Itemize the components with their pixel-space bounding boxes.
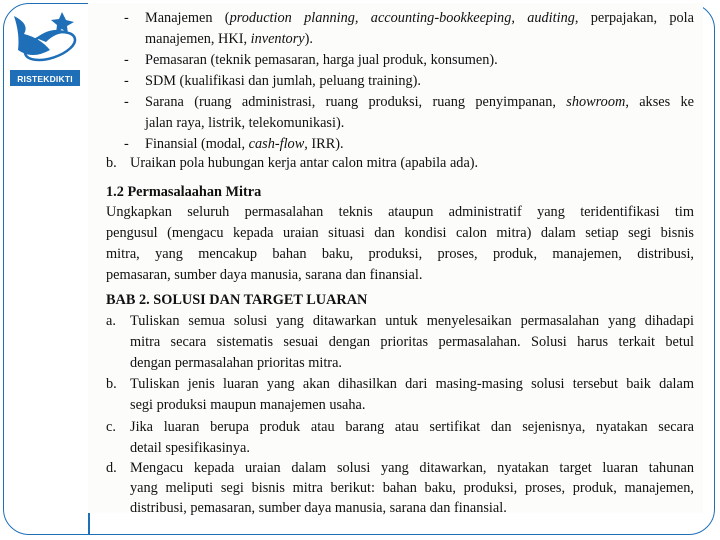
list-item-pemasaran: Pemasaran (teknik pemasaran, harga jual produk, konsumen).	[145, 52, 498, 68]
list-item-sarana: Sarana (ruang administrasi, ruang produksi, ruang penyimpanan, showroom, akses ke	[145, 94, 694, 110]
list-item-manajemen: Manajemen (production planning, accounting-bookkeeping, auditing, perpajakan, pola	[145, 10, 694, 26]
list-item-sarana-line2: jalan raya, listrik, telekomunikasi).	[145, 115, 345, 131]
paragraph-line: mitra, yang mencakup bahan baku, produksi, proses, produk, manajemen, distribusi,	[106, 246, 694, 262]
chapter-heading-bab2: BAB 2. SOLUSI DAN TARGET LUARAN	[106, 292, 368, 308]
bab2-item-d-line: distribusi, pemasaran, sumber daya manusia, sarana dan finansial.	[130, 500, 507, 516]
bab2-item-b-line: Tuliskan jenis luaran yang akan dihasilkan dari masing-masing solusi tersebut baik dalam	[130, 376, 694, 392]
list-dash: -	[124, 94, 129, 110]
section-heading-permasalahan: 1.2 Permasalaahan Mitra	[106, 184, 262, 200]
logo-text: RISTEKDIKTI	[17, 74, 73, 84]
paragraph-line: pemasaran, sumber daya manusia, sarana dan finansial.	[106, 267, 423, 283]
bab2-item-b-line: segi produksi maupun manajemen usaha.	[130, 397, 366, 413]
list-marker-b: b.	[106, 155, 117, 171]
document-page	[88, 3, 703, 516]
list-marker-b: b.	[106, 376, 117, 392]
list-item-manajemen-line2: manajemen, HKI, inventory).	[145, 31, 313, 47]
list-dash: -	[124, 52, 129, 68]
bab2-item-a-line: mitra secara sistematis sesuai dengan prioritas permasalahan. Solusi harus terkait betul	[130, 334, 694, 350]
list-dash: -	[124, 136, 129, 152]
list-dash: -	[124, 10, 129, 26]
paragraph-line: Ungkapkan seluruh permasalahan teknis ataupun administratif yang teridentifikasi tim	[106, 204, 694, 220]
item-b-text: Uraikan pola hubungan kerja antar calon mitra (apabila ada).	[130, 155, 479, 171]
list-dash: -	[124, 73, 129, 89]
list-marker-d: d.	[106, 460, 117, 476]
bab2-item-a-line: dengan permasalahan prioritas mitra.	[130, 355, 342, 371]
list-item-sdm: SDM (kualifikasi dan jumlah, peluang training).	[145, 73, 421, 89]
list-item-finansial: Finansial (modal, cash-flow, IRR).	[145, 136, 344, 152]
list-marker-c: c.	[106, 419, 116, 435]
ristekdikti-logo	[10, 8, 80, 92]
bab2-item-a-line: Tuliskan semua solusi yang ditawarkan untuk menyelesaikan permasalahan yang dihadapi	[130, 313, 694, 329]
bab2-item-c-line: detail spesifikasinya.	[130, 440, 250, 456]
paragraph-line: pengusul (mengacu kepada uraian situasi dan kondisi calon mitra) dalam setiap segi bisnis	[106, 225, 694, 241]
bab2-item-d-line: yang meliputi segi bisnis mitra berikut: bahan baku, produksi, proses, produk, manajemen,	[130, 480, 694, 496]
bab2-item-d-line: Mengacu kepada uraian dalam solusi yang ditawarkan, nyatakan target luaran tahunan	[130, 460, 694, 476]
list-marker-a: a.	[106, 313, 116, 329]
bab2-item-c-line: Jika luaran berupa produk atau barang atau sertifikat dan sejenisnya, nyatakan secara	[130, 419, 694, 435]
